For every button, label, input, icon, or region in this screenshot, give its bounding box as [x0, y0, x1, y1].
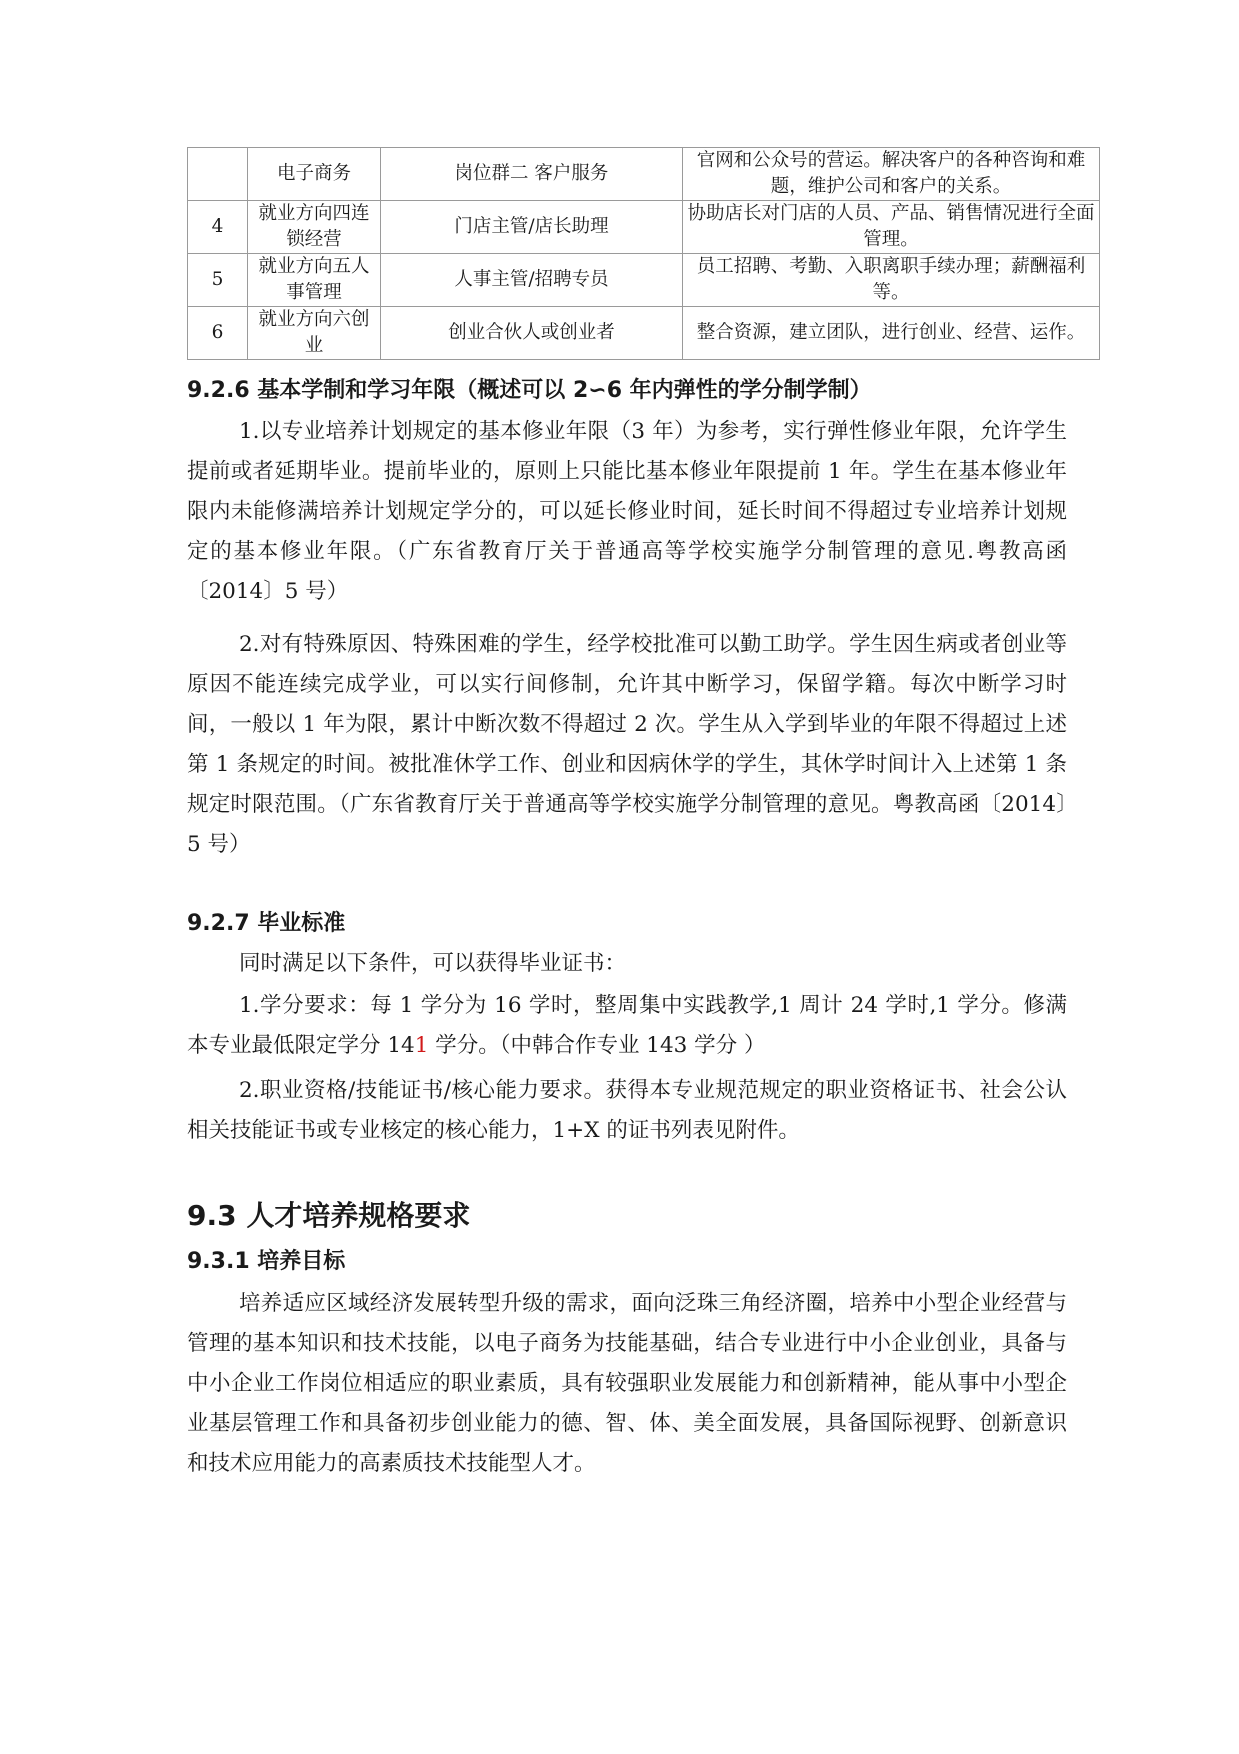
- section-heading-9-3: 9.3 人才培养规格要求: [187, 1199, 471, 1232]
- direction-cell: 电子商务: [248, 148, 381, 201]
- table-row: [188, 307, 1100, 360]
- position-cell: 人事主管/招聘专员: [381, 254, 683, 307]
- table-row: [188, 148, 1100, 201]
- row-number-cell: 5: [188, 254, 248, 307]
- credit-text-b: 学分。（中韩合作专业 143 学分 ）: [428, 1033, 766, 1058]
- position-cell: 创业合伙人或创业者: [381, 307, 683, 360]
- paragraph-graduation-intro: 同时满足以下条件，可以获得毕业证书：: [239, 951, 627, 976]
- paragraph-training-goal: 培养适应区域经济发展转型升级的需求，面向泛珠三角经济圈，培养中小型企业经营与管理的基本知识和技术技能，以电子商务为技能基础，结合专业进行中小企业创业，具备与中小企业工作岗位相适应的职业素质，具有较强职业发展能力和创新精神，能从事中小型企业基层管理工作和具备初步创业能力的德、智、体、美全面发展，具备国际视野、创新意识和技术应用能力的高素质技术技能型人才。: [187, 1291, 1067, 1476]
- direction-cell: 就业方向四连锁经营: [248, 201, 381, 254]
- position-cell: 岗位群二 客户服务: [381, 148, 683, 201]
- paragraph-intermittent-study: 2.对有特殊原因、特殊困难的学生，经学校批准可以勤工助学。学生因生病或者创业等原因不能连续完成学业，可以实行间修制，允许其中断学习，保留学籍。每次中断学习时间，一般以 1 年为限，累计中断次数不得超过 2 次。学生从入学到毕业的年限不得超过上述第 1 条规定的时间。被批准休学工作、创业和因病休学的学生，其休学时间计入上述第 1 条规定时限范围。（广东省教育厅关于普通高等学校实施学分制管理的意见。粤教高函〔2014〕5 号）: [187, 632, 1067, 857]
- section-heading-9-2-7: 9.2.7 毕业标准: [187, 911, 346, 936]
- direction-cell: 就业方向五人事管理: [248, 254, 381, 307]
- paragraph-flexible-years: 1.以专业培养计划规定的基本修业年限（3 年）为参考，实行弹性修业年限，允许学生提前或者延期毕业。提前毕业的，原则上只能比基本修业年限提前 1 年。学生在基本修业年限内未能修满培养计划规定学分的，可以延长修业时间，延长时间不得超过专业培养计划规定的基本修业年限。（广东省教育厅关于普通高等学校实施学分制管理的意见.粤教高函〔2014〕5 号）: [187, 419, 1067, 604]
- credit-text-a: 1.学分要求：每 1 学分为 16 学时，整周集中实践教学,1 周计 24 学时,1 学分。修满本专业最低限定学分 14: [187, 993, 1067, 1058]
- career-direction-table: [187, 147, 1100, 360]
- position-cell: 门店主管/店长助理: [381, 201, 683, 254]
- row-number-cell: 6: [188, 307, 248, 360]
- direction-cell: 就业方向六创业: [248, 307, 381, 360]
- section-heading-9-3-1: 9.3.1 培养目标: [187, 1249, 346, 1274]
- table-row: [188, 254, 1100, 307]
- duty-cell: 员工招聘、考勤、入职离职手续办理；薪酬福利等。: [683, 254, 1100, 307]
- table-row: [188, 201, 1100, 254]
- duty-cell: 整合资源，建立团队，进行创业、经营、运作。: [683, 307, 1100, 360]
- row-number-cell: [188, 148, 248, 201]
- section-heading-9-2-6: 9.2.6 基本学制和学习年限（概述可以 2∽6 年内弹性的学分制学制）: [187, 378, 872, 403]
- paragraph-certificate-requirement: 2.职业资格/技能证书/核心能力要求。获得本专业规范规定的职业资格证书、社会公认相关技能证书或专业核定的核心能力，1+X 的证书列表见附件。: [187, 1078, 1067, 1143]
- credit-digit-red: 1: [414, 1033, 429, 1058]
- paragraph-credit-requirement: [187, 986, 1067, 1066]
- row-number-cell: 4: [188, 201, 248, 254]
- duty-cell: 官网和公众号的营运。解决客户的各种咨询和难题，维护公司和客户的关系。: [683, 148, 1100, 201]
- duty-cell: 协助店长对门店的人员、产品、销售情况进行全面管理。: [683, 201, 1100, 254]
